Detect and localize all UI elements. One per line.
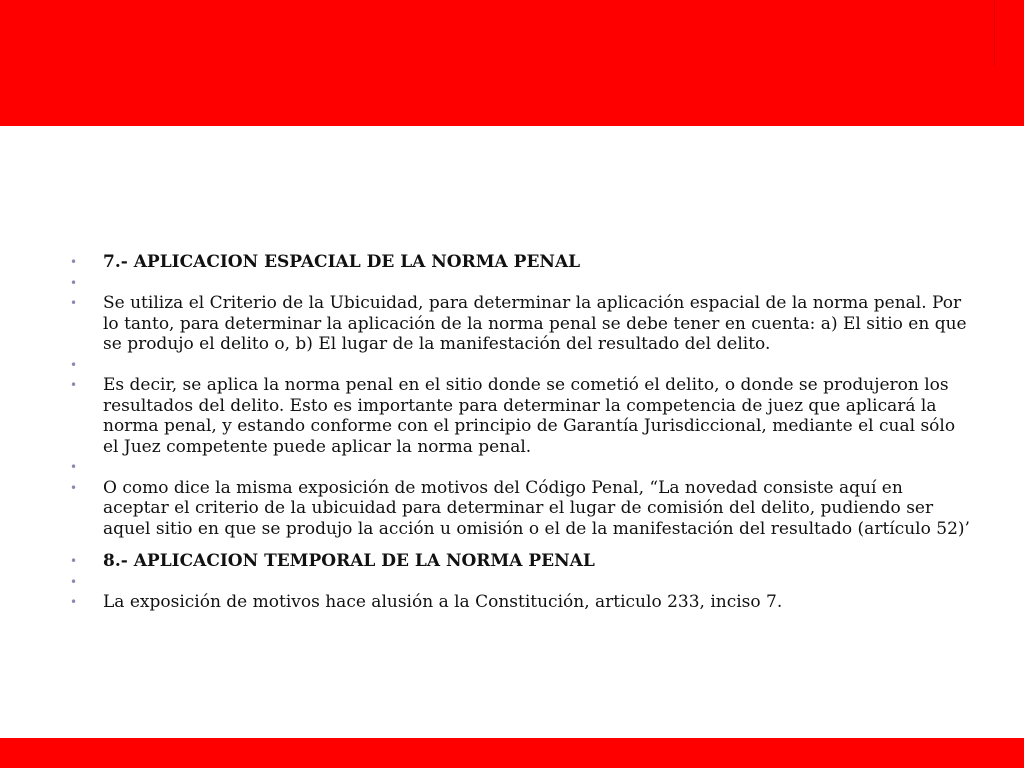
paragraph-exposicion-motivos <box>70 478 970 540</box>
heading-text: 8.- APLICACION TEMPORAL DE LA NORMA PENAL <box>103 551 595 571</box>
slide-content <box>70 252 970 613</box>
bullet-list <box>70 252 970 613</box>
empty-bullet <box>70 572 970 593</box>
top-band-divider <box>994 0 995 66</box>
empty-bullet <box>70 457 970 478</box>
bullet-icon: • <box>70 378 78 392</box>
bullet-icon: • <box>70 275 78 290</box>
empty-bullet <box>70 355 970 376</box>
paragraph-text: O como dice la misma exposición de motivos del Código Penal, “La novedad consiste aquí en aceptar el criterio de la ubicuidad para determinar el lugar de comisión del delito, pudiendo ser aquel sitio en que se produjo la acción u omisión o el de la manifestación del resultado (artículo 52)’ <box>103 477 970 539</box>
bullet-icon: • <box>70 255 78 269</box>
bullet-icon: • <box>70 480 78 495</box>
paragraph-es-decir <box>70 375 970 457</box>
bullet-icon: • <box>70 460 78 474</box>
section-heading-temporal <box>70 551 970 572</box>
paragraph-ubicuidad <box>70 293 970 355</box>
top-red-band <box>0 0 1024 126</box>
paragraph-text: Se utiliza el Criterio de la Ubicuidad, para determinar la aplicación espacial de la norma penal. Por lo tanto, para determinar la aplicación de la norma penal se debe tener en cuenta: a) El sitio en que se produjo el delito o, b) El lugar de la manifestación del resultado del delito. <box>103 293 967 354</box>
bullet-icon: • <box>70 357 78 372</box>
bullet-icon: • <box>70 296 78 310</box>
bottom-red-band <box>0 738 1024 768</box>
section-heading-espacial <box>70 252 970 273</box>
empty-bullet <box>70 273 970 294</box>
bullet-icon: • <box>70 554 78 568</box>
bullet-icon: • <box>70 574 78 589</box>
paragraph-text: La exposición de motivos hace alusión a la Constitución, articulo 233, inciso 7. <box>103 592 783 612</box>
paragraph-text: Es decir, se aplica la norma penal en el sitio donde se cometió el delito, o donde se produjeron los resultados del delito. Esto es importante para determinar la competencia de juez que aplicará la norma penal, y estando conforme con el principio de Garantía Jurisdiccional, mediante el cual sólo el Juez competente puede aplicar la norma penal. <box>103 375 956 457</box>
paragraph-constitucion <box>70 592 970 613</box>
bullet-icon: • <box>70 595 78 609</box>
heading-text: 7.- APLICACION ESPACIAL DE LA NORMA PENAL <box>103 252 581 272</box>
